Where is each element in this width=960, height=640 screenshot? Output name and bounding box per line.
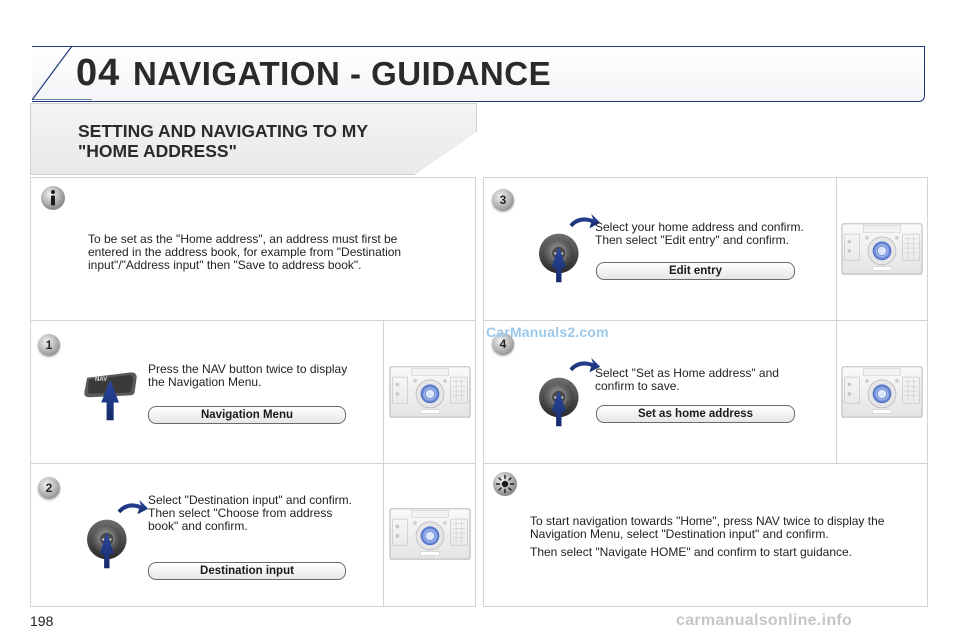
rotary-knob-icon bbox=[530, 352, 602, 432]
rotary-knob-icon bbox=[78, 494, 150, 574]
info-text-line: entered in the address book, for example from "Destination bbox=[88, 245, 402, 259]
section-title-line: "HOME ADDRESS" bbox=[78, 141, 237, 161]
step-4-badge: 4 bbox=[492, 333, 514, 355]
navigation-menu-label: Navigation Menu bbox=[148, 406, 346, 424]
nav-button-press-icon bbox=[80, 360, 142, 422]
step-text-line: Then select "Choose from address bbox=[148, 506, 333, 520]
info-text bbox=[88, 233, 458, 272]
chapter-title: NAVIGATION - GUIDANCE bbox=[133, 55, 552, 92]
tip-text bbox=[530, 515, 922, 559]
step-text-line: Select "Destination input" and confirm. bbox=[148, 493, 352, 507]
step-text-line: Press the NAV button twice to display bbox=[148, 362, 348, 376]
tip-sun-icon bbox=[492, 471, 518, 497]
step-text-line: confirm to save. bbox=[595, 379, 680, 393]
set-as-home-address-label: Set as home address bbox=[596, 405, 795, 423]
section-title-line: SETTING AND NAVIGATING TO MY bbox=[78, 121, 369, 141]
step-3-badge: 3 bbox=[492, 189, 514, 211]
step-4-text bbox=[595, 367, 831, 393]
step-text-line: Then select "Edit entry" and confirm. bbox=[595, 233, 789, 247]
footer-watermark: carmanualsonline.info bbox=[676, 612, 853, 629]
radio-unit-image bbox=[841, 221, 923, 277]
step-text-line: the Navigation Menu. bbox=[148, 375, 262, 389]
tip-text-line: Then select "Navigate HOME" and confirm to start guidance. bbox=[530, 545, 853, 559]
step-2-badge: 2 bbox=[38, 477, 60, 499]
destination-input-label: Destination input bbox=[148, 562, 346, 580]
radio-unit-image bbox=[389, 364, 471, 420]
page-number: 198 bbox=[30, 613, 54, 629]
nav-button-label: NAV bbox=[95, 377, 108, 383]
info-text-line: input"/"Address input" then "Save to address book". bbox=[88, 258, 362, 272]
tip-text-line: Navigation Menu, select "Destination input" and confirm. bbox=[530, 527, 829, 541]
rotary-knob-icon bbox=[530, 208, 602, 288]
step-text-line: book" and confirm. bbox=[148, 519, 248, 533]
section-title bbox=[78, 121, 458, 161]
step-text-line: Select your home address and confirm. bbox=[595, 220, 804, 234]
info-icon bbox=[40, 185, 66, 211]
step-text-line: Select "Set as Home address" and bbox=[595, 366, 779, 380]
tip-text-line: To start navigation towards "Home", press NAV twice to display the bbox=[530, 514, 885, 528]
step-1-text bbox=[148, 363, 378, 389]
step-1-badge: 1 bbox=[38, 334, 60, 356]
radio-unit-image bbox=[841, 364, 923, 420]
watermark-text: CarManuals2.com bbox=[486, 324, 609, 340]
step-2-text bbox=[148, 494, 380, 533]
edit-entry-label: Edit entry bbox=[596, 262, 795, 280]
radio-unit-image bbox=[389, 506, 471, 562]
info-text-line: To be set as the "Home address", an address must first be bbox=[88, 232, 398, 246]
chapter-number: 04 bbox=[76, 52, 121, 94]
step-3-text bbox=[595, 221, 831, 247]
